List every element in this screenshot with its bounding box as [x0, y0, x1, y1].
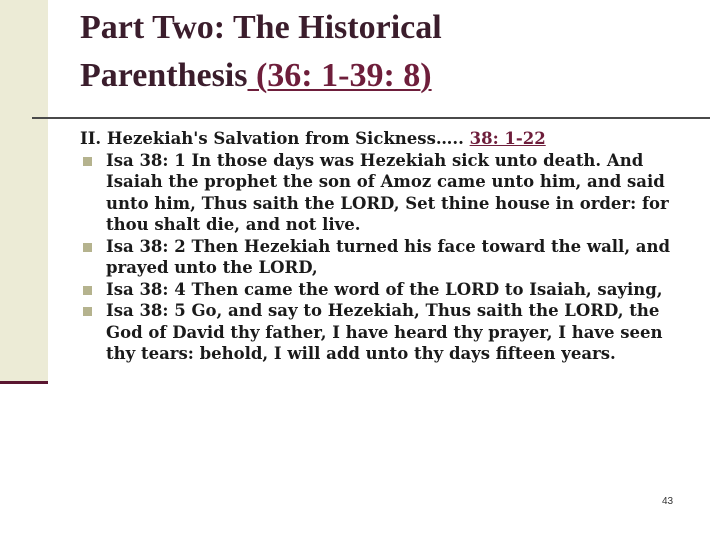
verse-item: [80, 300, 695, 365]
square-bullet-icon: [83, 243, 92, 252]
subheading-text: II. Hezekiah's Salvation from Sickness…..: [80, 129, 470, 148]
verse-text: Isa 38: 2 Then Hezekiah turned his face toward the wall, and prayed unto the LORD,: [106, 236, 671, 277]
verse-item: [80, 236, 695, 279]
square-bullet-icon: [83, 286, 92, 295]
title-reference-link[interactable]: (36: 1-39: 8): [247, 57, 432, 94]
verse-item: [80, 279, 695, 301]
verse-list: [80, 150, 695, 365]
verse-text: Isa 38: 1 In those days was Hezekiah sick unto death. And Isaiah the prophet the son of Amoz came unto him, and said unto him, Thus saith the LORD, Set thine house in order: for thou shalt die, and not live.: [106, 150, 669, 234]
verse-item: [80, 150, 695, 236]
title-line-1: Part Two: The Historical: [80, 9, 442, 46]
verse-text: Isa 38: 5 Go, and say to Hezekiah, Thus saith the LORD, the God of David thy father, I have heard thy prayer, I have seen thy tears: behold, I will add unto thy days fifteen years.: [106, 301, 663, 363]
title-line-2: Parenthesis: [80, 57, 248, 94]
page-number: 43: [662, 496, 674, 507]
left-accent-line: [0, 381, 48, 384]
subheading-reference-link[interactable]: 38: 1-22: [469, 129, 546, 148]
title-divider: [32, 117, 710, 119]
slide-body: [80, 128, 695, 365]
slide-title: [80, 4, 700, 100]
square-bullet-icon: [83, 307, 92, 316]
section-subheading: [80, 128, 695, 150]
square-bullet-icon: [83, 157, 92, 166]
verse-text: Isa 38: 4 Then came the word of the LORD to Isaiah, saying,: [106, 279, 663, 299]
left-decorative-band: [0, 0, 48, 382]
